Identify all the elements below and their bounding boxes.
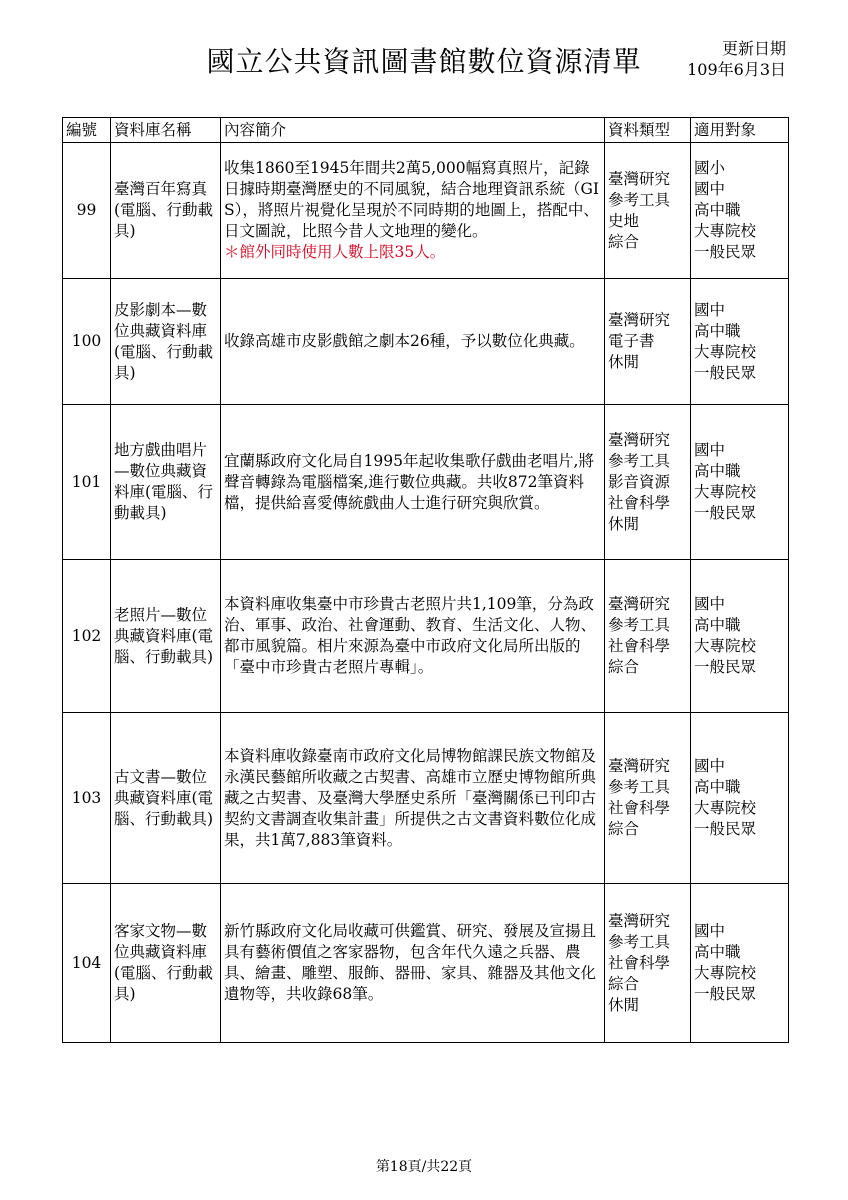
update-label: 更新日期 [721,39,786,58]
target-audience [691,279,789,405]
table-row [63,405,789,560]
table-row [63,143,789,279]
audience-item: 高中職 [694,616,741,634]
page-title: 國立公共資訊圖書館數位資源清單 [206,45,642,78]
table-row [63,713,789,884]
description [221,713,605,884]
resource-table [62,117,789,1043]
audience-item: 國中 [694,180,726,198]
audience-item: 一般民眾 [694,363,757,382]
audience-item: 國中 [694,441,726,459]
audience-item: 一般民眾 [694,985,757,1003]
database-name: 地方戲曲唱片—數位典藏資料庫(電腦、行動載具) [111,405,221,560]
description [221,279,605,405]
resource-type-item: 參考工具 [608,616,671,634]
target-audience [691,405,789,560]
resource-type-item: 臺灣研究 [608,169,671,188]
resource-type-item: 綜合 [608,232,640,251]
resource-types [605,713,691,884]
update-info [687,38,786,80]
resource-type-item: 社會科學 [608,799,671,817]
resource-type-item: 休閒 [608,353,640,371]
resource-type-item: 史地 [608,211,640,230]
row-number: 99 [63,143,111,279]
description [221,560,605,713]
resource-type-item: 綜合 [608,658,640,676]
column-header-number: 編號 [63,118,111,143]
resource-type-item: 臺灣研究 [608,311,671,329]
audience-item: 高中職 [694,321,741,340]
description [221,884,605,1043]
audience-item: 一般民眾 [694,658,757,676]
resource-type-item: 參考工具 [608,451,671,470]
description-text: 本資料庫收錄臺南市政府文化局博物館課民族文物館及永漢民藝館所收藏之古契書、高雄市立歷史博物館所典藏之古契書、及臺灣大學歷史系所「臺灣關係已刊印古契約文書調查收集計畫」所提供之古文書資料數位化成果，共1萬7,883筆資料。 [224,746,597,849]
update-date: 109年6月3日 [687,60,786,79]
resource-types [605,884,691,1043]
audience-item: 大專院校 [694,799,757,817]
row-number: 101 [63,405,111,560]
audience-item: 一般民眾 [694,243,757,261]
page-number: 第18頁/共22頁 [375,1159,473,1175]
column-header-description: 內容簡介 [221,118,605,143]
database-name: 古文書—數位典藏資料庫(電腦、行動載具) [111,713,221,884]
table-row [63,279,789,405]
column-header-name: 資料庫名稱 [111,118,221,143]
audience-item: 國中 [694,922,726,940]
resource-type-item: 社會科學 [608,493,671,512]
audience-item: 大專院校 [694,222,757,240]
resource-type-item: 影音資源 [608,472,671,491]
audience-item: 高中職 [694,778,741,796]
database-name: 皮影劇本—數位典藏資料庫(電腦、行動載具) [111,279,221,405]
table-body [63,143,789,1043]
target-audience [691,713,789,884]
target-audience [691,560,789,713]
resource-types [605,405,691,560]
resource-type-item: 參考工具 [608,190,671,209]
row-number: 100 [63,279,111,405]
resource-types [605,279,691,405]
resource-type-item: 參考工具 [608,932,671,951]
resource-types [605,560,691,713]
table-row [63,560,789,713]
description-text: 宜蘭縣政府文化局自1995年起收集歌仔戲曲老唱片,將聲音轉錄為電腦檔案,進行數位典藏。共收872筆資料檔，提供給喜愛傳統戲曲人士進行研究與欣賞。 [224,451,594,512]
database-name: 老照片—數位典藏資料庫(電腦、行動載具) [111,560,221,713]
database-name: 客家文物—數位典藏資料庫(電腦、行動載具) [111,884,221,1043]
resource-type-item: 社會科學 [608,637,671,655]
target-audience [691,884,789,1043]
resource-type-item: 休閒 [608,995,640,1014]
table-header-row [63,118,789,143]
audience-item: 大專院校 [694,342,757,361]
audience-item: 大專院校 [694,637,757,655]
row-number: 103 [63,713,111,884]
audience-item: 大專院校 [694,483,757,501]
database-name: 臺灣百年寫真(電腦、行動載具) [111,143,221,279]
audience-item: 高中職 [694,201,741,219]
resource-type-item: 臺灣研究 [608,911,671,930]
audience-item: 國中 [694,300,726,319]
row-number: 104 [63,884,111,1043]
resource-type-item: 臺灣研究 [608,595,671,613]
audience-item: 一般民眾 [694,820,757,838]
description [221,143,605,279]
description-text: 收錄高雄市皮影戲館之劇本26種，予以數位化典藏。 [224,332,585,350]
resource-type-item: 臺灣研究 [608,757,671,775]
resource-type-item: 參考工具 [608,778,671,796]
resource-type-item: 電子書 [608,332,655,350]
resource-type-item: 臺灣研究 [608,430,671,449]
audience-item: 高中職 [694,462,741,480]
table-row [63,884,789,1043]
column-header-audience: 適用對象 [691,118,789,143]
audience-item: 國中 [694,595,726,613]
row-number: 102 [63,560,111,713]
resource-type-item: 綜合 [608,974,640,993]
usage-limit-note: ＊館外同時使用人數上限35人。 [224,243,446,261]
target-audience [691,143,789,279]
audience-item: 一般民眾 [694,504,757,522]
description-text: 收集1860至1945年間共2萬5,000幅寫真照片，記錄日據時期臺灣歷史的不同風貌，結合地理資訊系統（GIS），將照片視覺化呈現於不同時期的地圖上，搭配中、日文圖說，比照今昔人文地理的變化。 [224,159,600,240]
column-header-type: 資料類型 [605,118,691,143]
audience-item: 高中職 [694,943,741,961]
resource-type-item: 休閒 [608,514,640,533]
description-text: 本資料庫收集臺中市珍貴古老照片共1,109筆，分為政治、軍事、政治、社會運動、教育、生活文化、人物、都市風貌篇。相片來源為臺中市政府文化局所出版的「臺中市珍貴古老照片專輯」。 [224,595,597,676]
resource-type-item: 綜合 [608,820,640,838]
description [221,405,605,560]
resource-types [605,143,691,279]
audience-item: 大專院校 [694,964,757,982]
audience-item: 國中 [694,757,726,775]
resource-type-item: 社會科學 [608,953,671,972]
description-text: 新竹縣政府文化局收藏可供鑑賞、研究、發展及宣揚且具有藝術價值之客家器物，包含年代久遠之兵器、農具、繪畫、雕塑、服飾、器冊、家具、雜器及其他文化遺物等，共收錄68筆。 [224,922,597,1003]
audience-item: 國小 [694,159,726,177]
